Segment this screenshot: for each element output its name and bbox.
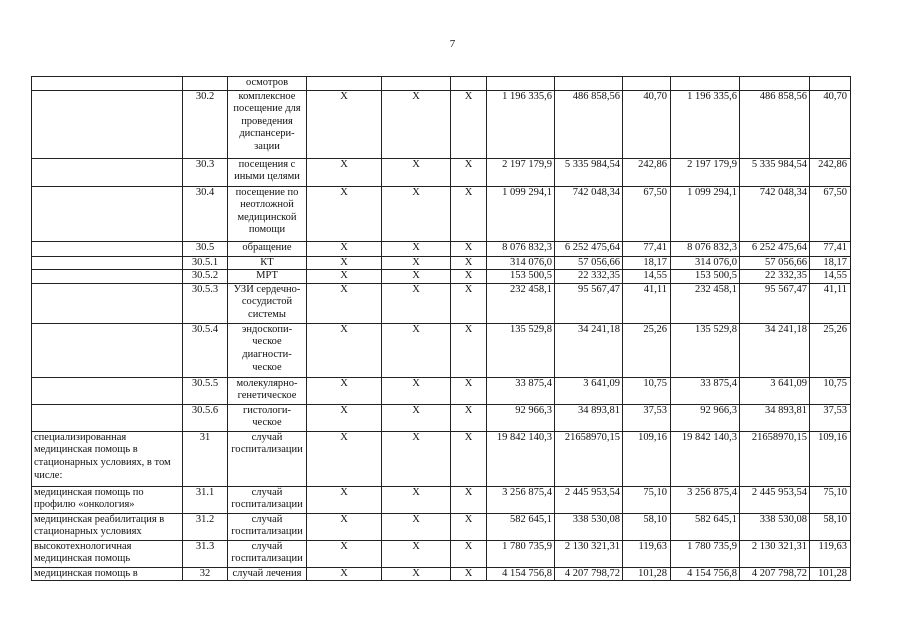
- percent-cell: 75,10: [623, 486, 671, 513]
- value-cell: 1 196 335,6: [671, 90, 740, 158]
- value-cell: 95 567,47: [555, 283, 623, 323]
- row-number-cell: 30.5.6: [183, 404, 228, 431]
- row-number-cell: 30.4: [183, 186, 228, 241]
- x-cell: X: [451, 90, 487, 158]
- percent-cell: 58,10: [810, 513, 851, 540]
- x-cell: X: [451, 256, 487, 270]
- value-cell: 153 500,5: [671, 270, 740, 284]
- percent-cell: 25,26: [623, 323, 671, 377]
- value-cell: 338 530,08: [555, 513, 623, 540]
- x-cell: X: [382, 540, 451, 567]
- x-cell: X: [307, 377, 382, 404]
- percent-cell: [623, 77, 671, 91]
- row-name-cell: медицинская помощь по профилю «онкология»: [32, 486, 183, 513]
- x-cell: X: [307, 567, 382, 581]
- percent-cell: 10,75: [810, 377, 851, 404]
- value-cell: 1 780 735,9: [487, 540, 555, 567]
- value-cell: 314 076,0: [671, 256, 740, 270]
- x-cell: X: [307, 404, 382, 431]
- x-cell: X: [382, 431, 451, 486]
- row-number-cell: 31: [183, 431, 228, 486]
- unit-cell: УЗИ сердечно-сосудистой системы: [228, 283, 307, 323]
- x-cell: X: [382, 513, 451, 540]
- value-cell: 8 076 832,3: [671, 241, 740, 256]
- value-cell: 5 335 984,54: [555, 158, 623, 186]
- data-table: [31, 76, 851, 581]
- percent-cell: 75,10: [810, 486, 851, 513]
- table-row: [32, 186, 851, 241]
- x-cell: X: [451, 158, 487, 186]
- x-cell: X: [451, 404, 487, 431]
- percent-cell: 18,17: [623, 256, 671, 270]
- table-row: [32, 540, 851, 567]
- x-cell: X: [451, 323, 487, 377]
- x-cell: X: [382, 186, 451, 241]
- percent-cell: 37,53: [810, 404, 851, 431]
- value-cell: 1 196 335,6: [487, 90, 555, 158]
- percent-cell: 14,55: [623, 270, 671, 284]
- row-name-cell: [32, 90, 183, 158]
- x-cell: X: [307, 486, 382, 513]
- x-cell: X: [382, 256, 451, 270]
- x-cell: [451, 77, 487, 91]
- value-cell: 2 445 953,54: [740, 486, 810, 513]
- row-name-cell: [32, 283, 183, 323]
- x-cell: X: [382, 404, 451, 431]
- x-cell: X: [451, 283, 487, 323]
- row-number-cell: 31.3: [183, 540, 228, 567]
- x-cell: X: [451, 513, 487, 540]
- table-body: [32, 77, 851, 581]
- value-cell: 57 056,66: [555, 256, 623, 270]
- row-number-cell: [183, 77, 228, 91]
- x-cell: X: [382, 270, 451, 284]
- row-number-cell: 30.5.2: [183, 270, 228, 284]
- value-cell: 135 529,8: [671, 323, 740, 377]
- row-number-cell: 31.2: [183, 513, 228, 540]
- row-name-cell: [32, 158, 183, 186]
- value-cell: 95 567,47: [740, 283, 810, 323]
- percent-cell: 109,16: [810, 431, 851, 486]
- x-cell: X: [307, 513, 382, 540]
- table-row: [32, 90, 851, 158]
- value-cell: 135 529,8: [487, 323, 555, 377]
- value-cell: 153 500,5: [487, 270, 555, 284]
- value-cell: 21658970,15: [740, 431, 810, 486]
- row-name-cell: [32, 270, 183, 284]
- x-cell: X: [451, 270, 487, 284]
- value-cell: 3 641,09: [740, 377, 810, 404]
- value-cell: 33 875,4: [487, 377, 555, 404]
- table-row: [32, 567, 851, 581]
- value-cell: 2 130 321,31: [555, 540, 623, 567]
- value-cell: [555, 77, 623, 91]
- percent-cell: 41,11: [623, 283, 671, 323]
- x-cell: X: [382, 90, 451, 158]
- row-number-cell: 30.5.4: [183, 323, 228, 377]
- percent-cell: 67,50: [810, 186, 851, 241]
- row-name-cell: [32, 241, 183, 256]
- row-number-cell: 30.5.3: [183, 283, 228, 323]
- percent-cell: 109,16: [623, 431, 671, 486]
- x-cell: X: [307, 431, 382, 486]
- page-number: 7: [449, 38, 456, 50]
- x-cell: X: [451, 377, 487, 404]
- value-cell: 2 445 953,54: [555, 486, 623, 513]
- percent-cell: 37,53: [623, 404, 671, 431]
- unit-cell: обращение: [228, 241, 307, 256]
- percent-cell: 242,86: [810, 158, 851, 186]
- value-cell: 3 641,09: [555, 377, 623, 404]
- value-cell: 4 154 756,8: [671, 567, 740, 581]
- x-cell: X: [307, 256, 382, 270]
- value-cell: 19 842 140,3: [487, 431, 555, 486]
- value-cell: 22 332,35: [740, 270, 810, 284]
- value-cell: 4 154 756,8: [487, 567, 555, 581]
- value-cell: 5 335 984,54: [740, 158, 810, 186]
- row-name-cell: медицинская помощь в: [32, 567, 183, 581]
- percent-cell: [810, 77, 851, 91]
- x-cell: X: [382, 567, 451, 581]
- percent-cell: 101,28: [810, 567, 851, 581]
- value-cell: 314 076,0: [487, 256, 555, 270]
- value-cell: 57 056,66: [740, 256, 810, 270]
- x-cell: X: [451, 567, 487, 581]
- unit-cell: случай госпитализации: [228, 486, 307, 513]
- value-cell: 2 197 179,9: [671, 158, 740, 186]
- percent-cell: 41,11: [810, 283, 851, 323]
- x-cell: X: [307, 186, 382, 241]
- x-cell: X: [382, 241, 451, 256]
- x-cell: X: [307, 90, 382, 158]
- table-row: [32, 323, 851, 377]
- value-cell: 582 645,1: [487, 513, 555, 540]
- value-cell: 232 458,1: [671, 283, 740, 323]
- value-cell: 22 332,35: [555, 270, 623, 284]
- value-cell: 338 530,08: [740, 513, 810, 540]
- value-cell: 8 076 832,3: [487, 241, 555, 256]
- x-cell: X: [451, 540, 487, 567]
- x-cell: X: [307, 283, 382, 323]
- value-cell: 21658970,15: [555, 431, 623, 486]
- row-number-cell: 30.5: [183, 241, 228, 256]
- percent-cell: 58,10: [623, 513, 671, 540]
- percent-cell: 25,26: [810, 323, 851, 377]
- value-cell: 3 256 875,4: [671, 486, 740, 513]
- unit-cell: случай госпитализации: [228, 513, 307, 540]
- row-number-cell: 31.1: [183, 486, 228, 513]
- row-number-cell: 32: [183, 567, 228, 581]
- row-number-cell: 30.2: [183, 90, 228, 158]
- value-cell: 34 241,18: [555, 323, 623, 377]
- row-name-cell: высокотехнологичная медицинская помощь: [32, 540, 183, 567]
- row-number-cell: 30.5.1: [183, 256, 228, 270]
- unit-cell: комплексное посещение для проведения диспансери-зации: [228, 90, 307, 158]
- unit-cell: эндоскопи-ческое диагности-ческое: [228, 323, 307, 377]
- unit-cell: гистологи-ческое: [228, 404, 307, 431]
- value-cell: 4 207 798,72: [740, 567, 810, 581]
- unit-cell: посещение по неотложной медицинской помощи: [228, 186, 307, 241]
- unit-cell: МРТ: [228, 270, 307, 284]
- percent-cell: 40,70: [623, 90, 671, 158]
- value-cell: 34 893,81: [740, 404, 810, 431]
- percent-cell: 14,55: [810, 270, 851, 284]
- table-row: [32, 158, 851, 186]
- value-cell: 34 241,18: [740, 323, 810, 377]
- value-cell: 92 966,3: [671, 404, 740, 431]
- row-name-cell: [32, 256, 183, 270]
- row-name-cell: [32, 323, 183, 377]
- x-cell: X: [451, 186, 487, 241]
- value-cell: [671, 77, 740, 91]
- value-cell: 742 048,34: [740, 186, 810, 241]
- x-cell: X: [451, 241, 487, 256]
- row-name-cell: [32, 77, 183, 91]
- row-name-cell: медицинская реабилитация в стационарных условиях: [32, 513, 183, 540]
- unit-cell: осмотров: [228, 77, 307, 91]
- unit-cell: посещения с иными целями: [228, 158, 307, 186]
- table-row: [32, 513, 851, 540]
- table-row: [32, 256, 851, 270]
- x-cell: X: [382, 323, 451, 377]
- value-cell: 19 842 140,3: [671, 431, 740, 486]
- unit-cell: случай лечения: [228, 567, 307, 581]
- value-cell: [740, 77, 810, 91]
- x-cell: X: [382, 486, 451, 513]
- x-cell: [307, 77, 382, 91]
- x-cell: X: [307, 158, 382, 186]
- unit-cell: случай госпитализации: [228, 431, 307, 486]
- value-cell: 6 252 475,64: [555, 241, 623, 256]
- value-cell: 2 130 321,31: [740, 540, 810, 567]
- percent-cell: 119,63: [623, 540, 671, 567]
- percent-cell: 10,75: [623, 377, 671, 404]
- x-cell: X: [451, 486, 487, 513]
- value-cell: 1 099 294,1: [671, 186, 740, 241]
- row-name-cell: [32, 377, 183, 404]
- table-row: [32, 404, 851, 431]
- percent-cell: 242,86: [623, 158, 671, 186]
- percent-cell: 119,63: [810, 540, 851, 567]
- row-number-cell: 30.5.5: [183, 377, 228, 404]
- x-cell: X: [382, 377, 451, 404]
- x-cell: X: [307, 540, 382, 567]
- value-cell: 1 099 294,1: [487, 186, 555, 241]
- value-cell: 582 645,1: [671, 513, 740, 540]
- row-name-cell: [32, 186, 183, 241]
- x-cell: X: [307, 241, 382, 256]
- percent-cell: 77,41: [810, 241, 851, 256]
- value-cell: 486 858,56: [740, 90, 810, 158]
- unit-cell: молекулярно-генетическое: [228, 377, 307, 404]
- table-row: [32, 241, 851, 256]
- x-cell: X: [382, 158, 451, 186]
- row-name-cell: [32, 404, 183, 431]
- table-row: [32, 77, 851, 91]
- x-cell: X: [451, 431, 487, 486]
- percent-cell: 40,70: [810, 90, 851, 158]
- x-cell: [382, 77, 451, 91]
- value-cell: 6 252 475,64: [740, 241, 810, 256]
- table-row: [32, 377, 851, 404]
- table-row: [32, 486, 851, 513]
- percent-cell: 101,28: [623, 567, 671, 581]
- table-row: [32, 270, 851, 284]
- x-cell: X: [382, 283, 451, 323]
- value-cell: 232 458,1: [487, 283, 555, 323]
- percent-cell: 67,50: [623, 186, 671, 241]
- row-name-cell: специализированная медицинская помощь в стационарных условиях, в том числе:: [32, 431, 183, 486]
- unit-cell: случай госпитализации: [228, 540, 307, 567]
- row-number-cell: 30.3: [183, 158, 228, 186]
- value-cell: 2 197 179,9: [487, 158, 555, 186]
- value-cell: 34 893,81: [555, 404, 623, 431]
- value-cell: 4 207 798,72: [555, 567, 623, 581]
- percent-cell: 77,41: [623, 241, 671, 256]
- x-cell: X: [307, 270, 382, 284]
- value-cell: 92 966,3: [487, 404, 555, 431]
- x-cell: X: [307, 323, 382, 377]
- table-row: [32, 283, 851, 323]
- unit-cell: КТ: [228, 256, 307, 270]
- value-cell: 1 780 735,9: [671, 540, 740, 567]
- value-cell: [487, 77, 555, 91]
- value-cell: 3 256 875,4: [487, 486, 555, 513]
- value-cell: 33 875,4: [671, 377, 740, 404]
- table-row: [32, 431, 851, 486]
- value-cell: 486 858,56: [555, 90, 623, 158]
- percent-cell: 18,17: [810, 256, 851, 270]
- value-cell: 742 048,34: [555, 186, 623, 241]
